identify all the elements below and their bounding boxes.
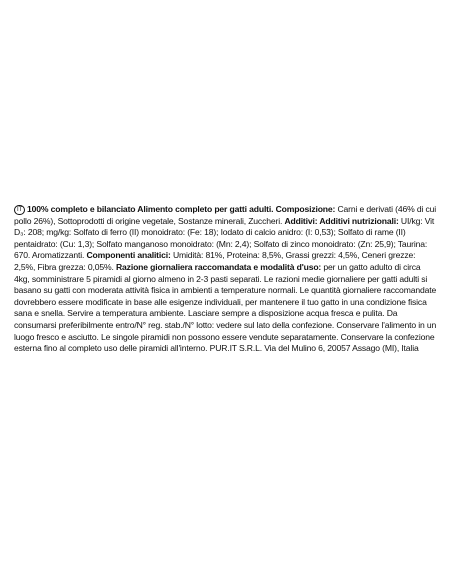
language-badge: IT [14, 205, 25, 215]
ration-text: per un gatto adulto di circa 4kg, somministrare 5 piramidi al giorno almeno in 2-3 pasti separati. Le razioni medie giornaliere per gatti adulti si basano su gatti con moderata attività fisica in ambienti a temperature normali. Le quantità giornaliere raccomandate dovrebbero essere modificate in base alle esigenze individuali, per mantenere il tuo gatto in una condizione fisica sana e snella. Servire a temperatura ambiente. Lasciare sempre a disposizione acqua fresca e pulita. Da consumarsi preferibilmente entro/N° reg. stab./N° lotto: vedere sul lato della confezione. Conservare l'alimento in un luogo fresco e asciutto. Le singole piramidi non possono essere vendute separatamente. Conservare la confezione esterna fino al completo uso delle piramidi all'interno. PUR.IT S.R.L. Via del Mulino 6, 20057 Assago (MI), Italia [14, 261, 437, 354]
analytic-text: Umidità: 81%, Proteina: 8,5%, Grassi grezzi: 4,5%, Ceneri grezze: 2,5%, Fibra grezza: 0,05%. [14, 250, 416, 272]
product-label-text [14, 204, 438, 355]
ration-heading: Razione giornaliera raccomandata e modalità d'uso: [116, 261, 322, 272]
intro-heading: 100% completo e bilanciato Alimento completo per gatti adulti. Composizione: [27, 204, 336, 214]
composition-text: Carni e derivati (46% di cui pollo 26%), Sottoprodotti di origine vegetale, Sostanze minerali, Zuccheri. [14, 204, 436, 226]
analytic-heading: Componenti analitici: [86, 250, 171, 261]
additives-text: UI/kg: Vit D₃: 208; mg/kg: Solfato di ferro (II) monoidrato: (Fe: 18); Iodato di calcio anidro: (I: 0,53); Solfato di rame (II) pentaidrato: (Cu: 1,3); Solfato manganoso monoidrato: (Mn: 2,4); Solfato di zinco monoidrato: (Zn: 25,9); Taurina: 670. Aromatizzanti. [14, 215, 435, 261]
additives-heading: Additivi: Additivi nutrizionali: [284, 215, 399, 226]
